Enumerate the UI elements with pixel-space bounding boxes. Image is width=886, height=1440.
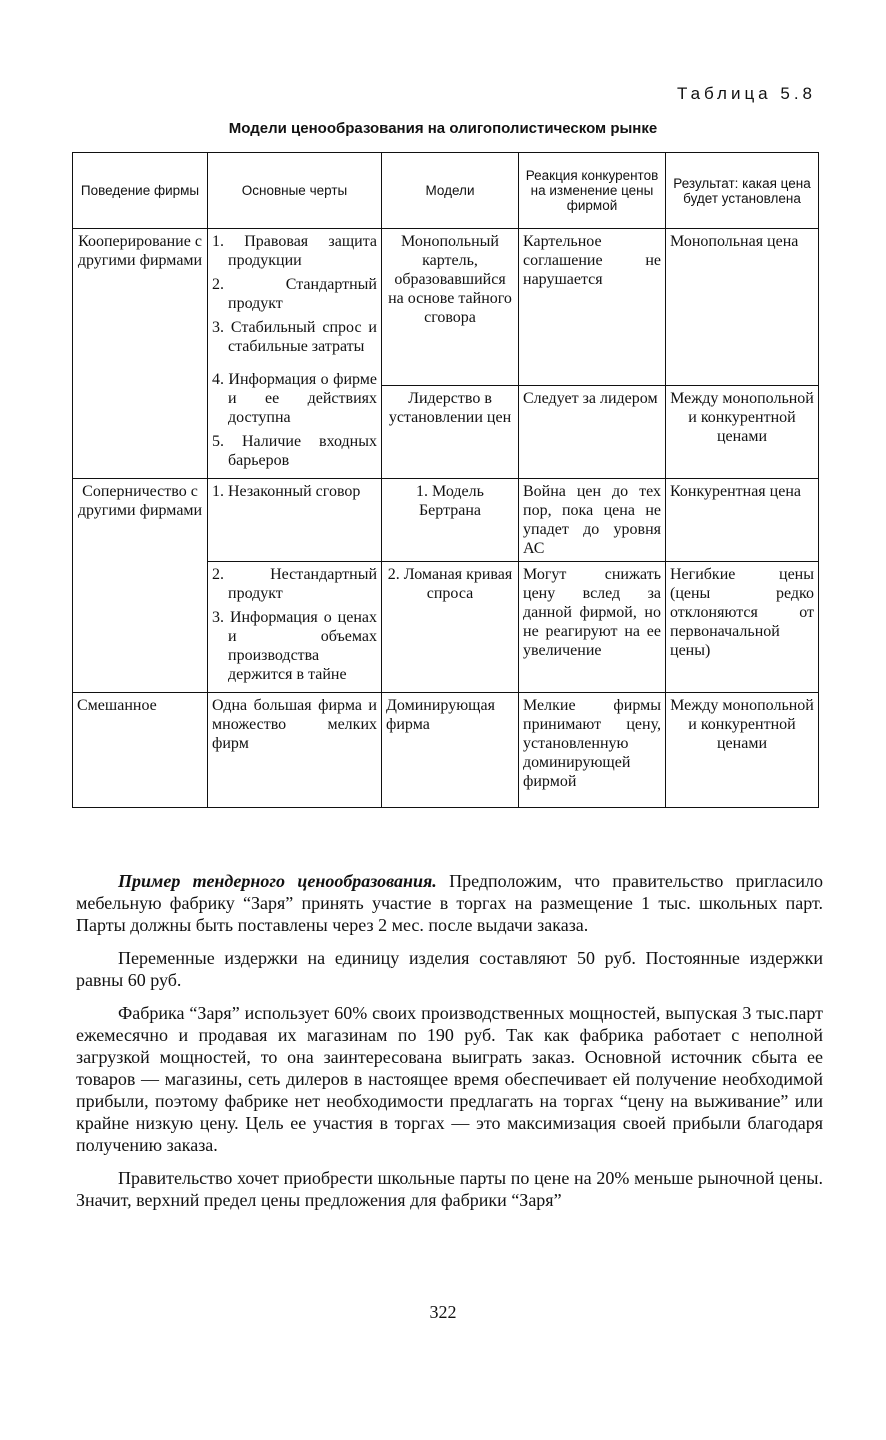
behavior-cell: Соперничество с другими фирмами [73, 479, 208, 693]
feature-item: 1. Правовая защита продукции [212, 233, 377, 269]
features-cell [208, 229, 382, 479]
model-cell: Монопольный картель, образовавшийся на основе тайного сговора [382, 229, 519, 386]
result-cell: Между монопольной и конкурентной ценами [666, 386, 819, 479]
reaction-cell: Война цен до тех пор, пока цена не упадет до уровня АС [519, 479, 666, 562]
pricing-models-table [72, 152, 819, 808]
model-cell: 1. Модель Бертрана [382, 479, 519, 562]
header-cell-result: Результат: какая цена будет установлена [666, 153, 819, 229]
feature-item: 4. Информация о фирме и ее действиях доступна [212, 371, 377, 426]
model-cell: Лидерство в установлении цен [382, 386, 519, 479]
paragraph-text: Предположим, что правительство пригласило мебельную фабрику “Заря” принять участие в торгах на размещение 1 тыс. школьных парт. Парты должны быть поставлены через 2 мес. после выдачи заказа. [76, 871, 824, 935]
table-row [73, 229, 819, 386]
header-cell-models: Модели [382, 153, 519, 229]
paragraph: Переменные издержки на единицу изделия составляют 50 руб. Постоянные издержки равны 60 руб. [76, 948, 823, 990]
table-header-row [73, 153, 819, 229]
paragraph: Правительство хочет приобрести школьные парты по цене на 20% меньше рыночной цены. Значит, верхний предел цены предложения для фабрики “Заря” [76, 1168, 823, 1210]
page-number: 322 [429, 1302, 457, 1322]
model-cell: Доминирующая фирма [382, 693, 519, 808]
table-label: Таблица 5.8 [676, 84, 816, 103]
table-title: Модели ценообразования на олигополистическом рынке [228, 120, 658, 137]
feature-item: 2. Нестандартный продукт [212, 566, 377, 602]
reaction-cell: Могут снижать цену вслед за данной фирмой, но не реагируют на ее увеличение [519, 562, 666, 693]
features-cell: Одна большая фирма и множество мелких фирм [208, 693, 382, 808]
table-row [73, 479, 819, 562]
behavior-cell: Кооперирование с другими фирмами [73, 229, 208, 479]
feature-item: 3. Стабильный спрос и стабильные затраты [212, 319, 377, 355]
header-cell-features: Основные черты [208, 153, 382, 229]
features-cell [208, 562, 382, 693]
header-cell-behavior: Поведение фирмы [73, 153, 208, 229]
features-cell [208, 479, 382, 562]
feature-item: 2. Стандартный продукт [212, 276, 377, 312]
header-cell-reaction: Реакция конкурентов на изменение цены фирмой [519, 153, 666, 229]
body-text [76, 870, 823, 1222]
behavior-cell: Смешанное [73, 693, 208, 808]
paragraph [76, 870, 823, 936]
feature-item: 3. Информация о ценах и объемах производства держится в тайне [212, 609, 377, 683]
paragraph: Фабрика “Заря” использует 60% своих производственных мощностей, выпуская 3 тыс.парт ежемесячно и продавая их магазинам по 190 руб. Так как фабрика работает с неполной загрузкой мощностей, то она заинтересована выиграть заказ. Основной источник сбыта ее товаров — магазины, сеть дилеров в настоящее время обеспечивает ей получение необходимой прибыли, поэтому фабрике нет необходимости предлагать на торгах “цену на выживание” или крайне низкую цену. Цель ее участия в торгах — это максимизация своей прибыли благодаря получению заказа. [76, 1003, 823, 1155]
reaction-cell: Следует за лидером [519, 386, 666, 479]
result-cell: Негибкие цены (цены редко отклоняются от первоначальной цены) [666, 562, 819, 693]
example-heading: Пример тендерного ценообразования. [118, 871, 437, 891]
result-cell: Конкурентная цена [666, 479, 819, 562]
result-cell: Между монопольной и конкурентной ценами [666, 693, 819, 808]
reaction-cell: Картельное соглашение не нарушается [519, 229, 666, 386]
feature-item: 5. Наличие входных барьеров [212, 433, 377, 469]
reaction-cell: Мелкие фирмы принимают цену, установленную доминирующей фирмой [519, 693, 666, 808]
result-cell: Монопольная цена [666, 229, 819, 386]
table-row [73, 693, 819, 808]
model-cell: 2. Ломаная кривая спроса [382, 562, 519, 693]
feature-item: 1. Незаконный сговор [212, 483, 361, 500]
